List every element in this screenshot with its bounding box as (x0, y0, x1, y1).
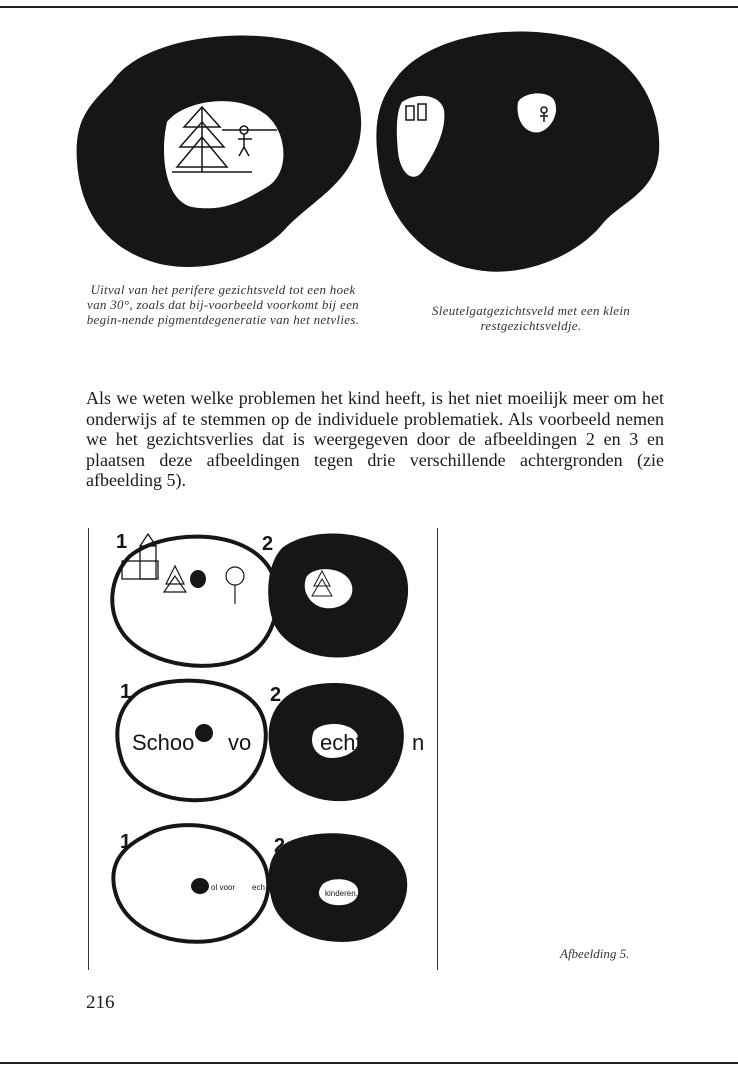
row2-text-end: n (412, 730, 425, 755)
figure5-caption: Afbeelding 5. (560, 946, 630, 961)
figure5-left-rule (88, 528, 89, 970)
keyhole-field-figure (372, 22, 664, 280)
row2-text-left: Schoo (132, 730, 195, 755)
row3-text-left: ol voor (211, 883, 236, 892)
row3-outline-field (113, 825, 268, 942)
caption-peripheral-loss: Uitval van het perifere gezichtsveld tot een hoek van 30°, zoals dat bij-voorbeeld voorkomt bij een begin-nende pigmentdegeneratie van het netvlies. (86, 282, 360, 327)
row2-text-right: echt (320, 730, 362, 755)
label-1-row1: 1 (116, 531, 128, 553)
blind-spot (190, 570, 206, 588)
top-border-line (0, 6, 738, 8)
label-1-row3: 1 (120, 831, 132, 853)
label-2-row2: 2 (270, 684, 282, 706)
caption-keyhole-field: Sleutelgatgezichtsveld met een klein restgezichtsveldje. (431, 303, 631, 333)
bush-icon (226, 567, 244, 604)
blind-spot (195, 724, 213, 742)
peripheral-loss-figure (72, 22, 372, 278)
row1-outline-field (112, 537, 277, 666)
figure5-illustration (100, 526, 440, 966)
row2-text-mid: vo (228, 730, 252, 755)
label-2-row1: 2 (262, 533, 274, 555)
page-number: 216 (86, 992, 115, 1013)
row3-text-mid: ech (252, 883, 265, 892)
bottom-border-line (0, 1062, 738, 1064)
label-1-row2: 1 (120, 681, 132, 703)
tree-icon (164, 566, 186, 592)
label-2-row3: 2 (274, 835, 286, 857)
body-paragraph: Als we weten welke problemen het kind heeft, is het niet moeilijk meer om het onderwijs af te stemmen op de individuele problematiek. Als voorbeeld nemen we het gezichtsverlies dat is weergegeven door de afbeeldingen 2 en 3 en plaatsen deze afbeeldingen tegen drie verschillende achtergronden (zie afbeelding 5). (86, 388, 664, 490)
blind-spot (191, 878, 209, 894)
row3-text-right: kinderen. (325, 889, 358, 898)
